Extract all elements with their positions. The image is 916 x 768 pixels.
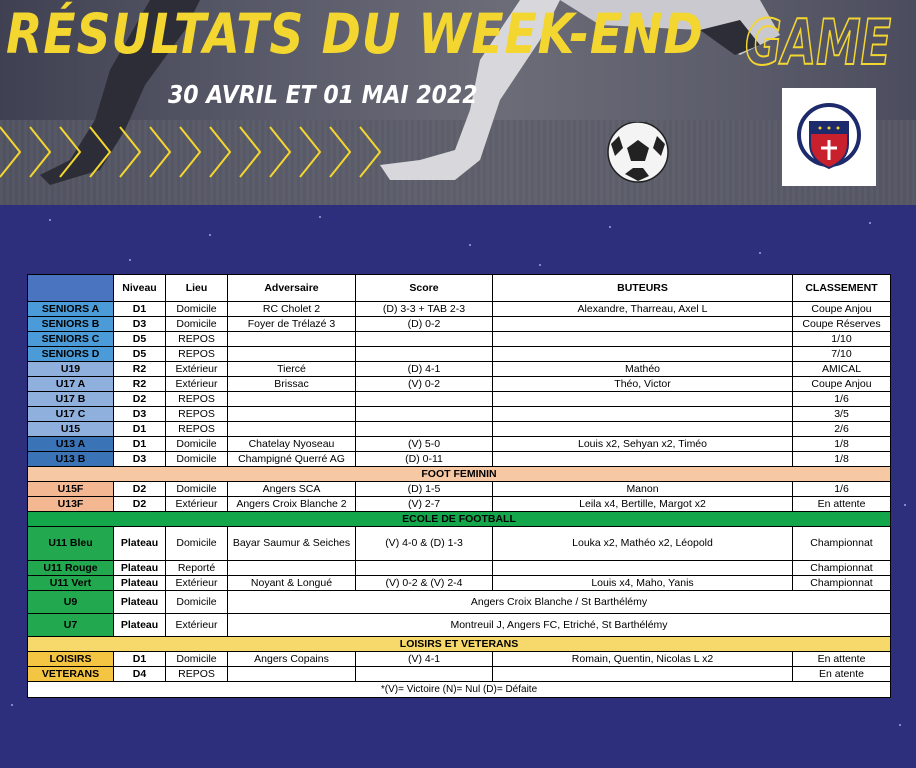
cell-buteurs: Romain, Quentin, Nicolas L x2 [493, 652, 793, 667]
cell-classement: 1/10 [793, 332, 891, 347]
footnote-row [28, 682, 891, 698]
cell-lieu: Reporté [166, 561, 228, 576]
cell-score: (D) 3-3 + TAB 2-3 [356, 302, 493, 317]
header-classement: CLASSEMENT [793, 275, 891, 302]
cell-team: U13 B [28, 452, 114, 467]
table-row [28, 576, 891, 591]
header-corner [28, 275, 114, 302]
table-row [28, 377, 891, 392]
cell-buteurs [493, 317, 793, 332]
cell-team: U17 A [28, 377, 114, 392]
cell-adversaire: Chatelay Nyoseau [228, 437, 356, 452]
header-lieu: Lieu [166, 275, 228, 302]
table-row [28, 527, 891, 561]
cell-team: U19 [28, 362, 114, 377]
header-niveau: Niveau [114, 275, 166, 302]
table-row [28, 497, 891, 512]
cell-lieu: Domicile [166, 482, 228, 497]
cell-merged-opponents: Montreuil J, Angers FC, Etriché, St Barthélémy [228, 614, 891, 637]
cell-lieu: Extérieur [166, 362, 228, 377]
cell-team: SENIORS A [28, 302, 114, 317]
cell-adversaire [228, 561, 356, 576]
cell-niveau: D1 [114, 437, 166, 452]
table-row [28, 362, 891, 377]
cell-niveau: Plateau [114, 614, 166, 637]
cell-adversaire [228, 422, 356, 437]
cell-classement: 1/8 [793, 452, 891, 467]
section-title: ECOLE DE FOOTBALL [28, 512, 891, 527]
header-banner [0, 0, 916, 205]
cell-adversaire: Bayar Saumur & Seiches [228, 527, 356, 561]
cell-team: U9 [28, 591, 114, 614]
cell-lieu: Extérieur [166, 377, 228, 392]
cell-buteurs: Louis x4, Maho, Yanis [493, 576, 793, 591]
cell-classement: 2/6 [793, 422, 891, 437]
cell-lieu: Domicile [166, 527, 228, 561]
cell-score [356, 407, 493, 422]
cell-score: (V) 5-0 [356, 437, 493, 452]
cell-lieu: Domicile [166, 317, 228, 332]
section-title: LOISIRS ET VETERANS [28, 637, 891, 652]
cell-team: VETERANS [28, 667, 114, 682]
cell-buteurs: Théo, Victor [493, 377, 793, 392]
cell-score [356, 332, 493, 347]
cell-classement: Championnat [793, 527, 891, 561]
cell-buteurs: Louka x2, Mathéo x2, Léopold [493, 527, 793, 561]
cell-niveau: D2 [114, 392, 166, 407]
cell-niveau: Plateau [114, 576, 166, 591]
cell-score: (V) 4-1 [356, 652, 493, 667]
cell-team: SENIORS D [28, 347, 114, 362]
cell-score: (V) 0-2 [356, 377, 493, 392]
chevron-arrows-decoration [0, 122, 400, 182]
soccer-ball-icon [603, 122, 673, 186]
cell-score: (D) 1-5 [356, 482, 493, 497]
cell-classement: En atente [793, 667, 891, 682]
cell-buteurs [493, 422, 793, 437]
cell-classement: 1/6 [793, 482, 891, 497]
cell-score [356, 667, 493, 682]
cell-merged-opponents: Angers Croix Blanche / St Barthélémy [228, 591, 891, 614]
cell-adversaire: Tiercé [228, 362, 356, 377]
cell-niveau: R2 [114, 362, 166, 377]
cell-score: (D) 4-1 [356, 362, 493, 377]
cell-team: SENIORS B [28, 317, 114, 332]
cell-team: U15F [28, 482, 114, 497]
cell-adversaire [228, 392, 356, 407]
table-row [28, 591, 891, 614]
cell-niveau: D1 [114, 652, 166, 667]
cell-niveau: D2 [114, 482, 166, 497]
cell-adversaire: Angers Copains [228, 652, 356, 667]
cell-adversaire: Brissac [228, 377, 356, 392]
table-row [28, 302, 891, 317]
cell-classement: 1/8 [793, 437, 891, 452]
cell-niveau: D5 [114, 332, 166, 347]
cell-lieu: Domicile [166, 302, 228, 317]
cell-score: (D) 0-2 [356, 317, 493, 332]
cell-team: U11 Rouge [28, 561, 114, 576]
cell-team: U11 Bleu [28, 527, 114, 561]
cell-buteurs [493, 407, 793, 422]
cell-score: (V) 2-7 [356, 497, 493, 512]
cell-adversaire: Foyer de Trélazé 3 [228, 317, 356, 332]
cell-buteurs: Alexandre, Tharreau, Axel L [493, 302, 793, 317]
header-score: Score [356, 275, 493, 302]
cell-team: LOISIRS [28, 652, 114, 667]
table-row [28, 652, 891, 667]
cell-classement: En attente [793, 497, 891, 512]
cell-niveau: D3 [114, 317, 166, 332]
header-adversaire: Adversaire [228, 275, 356, 302]
cell-adversaire [228, 347, 356, 362]
legend-footnote: *(V)= Victoire (N)= Nul (D)= Défaite [28, 682, 891, 698]
cell-niveau: D3 [114, 407, 166, 422]
cell-adversaire: Angers SCA [228, 482, 356, 497]
cell-team: U17 B [28, 392, 114, 407]
cell-niveau: D4 [114, 667, 166, 682]
cell-lieu: REPOS [166, 667, 228, 682]
cell-team: U13F [28, 497, 114, 512]
table-row [28, 422, 891, 437]
cell-classement: 3/5 [793, 407, 891, 422]
cell-buteurs [493, 347, 793, 362]
table-row [28, 437, 891, 452]
event-date: 30 AVRIL ET 01 MAI 2022 [168, 80, 478, 109]
results-table [27, 274, 891, 698]
cell-adversaire [228, 667, 356, 682]
cell-buteurs: Manon [493, 482, 793, 497]
cell-lieu: REPOS [166, 422, 228, 437]
table-row [28, 614, 891, 637]
cell-lieu: Domicile [166, 591, 228, 614]
cell-classement: En attente [793, 652, 891, 667]
cell-niveau: D3 [114, 452, 166, 467]
cell-niveau: D5 [114, 347, 166, 362]
cell-niveau: Plateau [114, 591, 166, 614]
cell-score: (D) 0-11 [356, 452, 493, 467]
cell-lieu: REPOS [166, 392, 228, 407]
cell-niveau: D1 [114, 302, 166, 317]
cell-niveau: R2 [114, 377, 166, 392]
cell-score: (V) 4-0 & (D) 1-3 [356, 527, 493, 561]
cell-score [356, 392, 493, 407]
cell-buteurs: Leila x4, Bertille, Margot x2 [493, 497, 793, 512]
section-row [28, 637, 891, 652]
table-row [28, 332, 891, 347]
section-title: FOOT FEMININ [28, 467, 891, 482]
table-row [28, 561, 891, 576]
table-row [28, 392, 891, 407]
cell-adversaire [228, 407, 356, 422]
table-row [28, 317, 891, 332]
table-row [28, 452, 891, 467]
cell-buteurs: Mathéo [493, 362, 793, 377]
cell-team: U15 [28, 422, 114, 437]
cell-niveau: Plateau [114, 561, 166, 576]
cell-team: U13 A [28, 437, 114, 452]
cell-classement: Coupe Anjou [793, 377, 891, 392]
section-row [28, 467, 891, 482]
cell-niveau: D2 [114, 497, 166, 512]
cell-buteurs [493, 667, 793, 682]
cell-team: SENIORS C [28, 332, 114, 347]
cell-adversaire: Angers Croix Blanche 2 [228, 497, 356, 512]
table-header-row [28, 275, 891, 302]
cell-classement: AMICAL [793, 362, 891, 377]
cell-adversaire: RC Cholet 2 [228, 302, 356, 317]
cell-buteurs [493, 332, 793, 347]
page-title: RÉSULTATS DU WEEK-END [6, 2, 704, 66]
cell-adversaire: Champigné Querré AG [228, 452, 356, 467]
cell-classement: 1/6 [793, 392, 891, 407]
cell-lieu: Extérieur [166, 576, 228, 591]
cell-buteurs [493, 561, 793, 576]
cell-lieu: REPOS [166, 332, 228, 347]
cell-lieu: Extérieur [166, 614, 228, 637]
cell-classement: Championnat [793, 561, 891, 576]
cell-score [356, 561, 493, 576]
cell-classement: Championnat [793, 576, 891, 591]
cell-lieu: REPOS [166, 407, 228, 422]
cell-buteurs [493, 392, 793, 407]
header-buteurs: BUTEURS [493, 275, 793, 302]
cell-team: U7 [28, 614, 114, 637]
cell-buteurs [493, 452, 793, 467]
club-logo [782, 88, 876, 186]
cell-lieu: Domicile [166, 652, 228, 667]
cell-adversaire: Noyant & Longué [228, 576, 356, 591]
cell-adversaire [228, 332, 356, 347]
cell-classement: Coupe Réserves [793, 317, 891, 332]
cell-team: U17 C [28, 407, 114, 422]
cell-niveau: Plateau [114, 527, 166, 561]
cell-lieu: Domicile [166, 452, 228, 467]
table-row [28, 347, 891, 362]
game-word-decoration: GAME [745, 6, 892, 79]
cell-team: U11 Vert [28, 576, 114, 591]
cell-score: (V) 0-2 & (V) 2-4 [356, 576, 493, 591]
cell-score [356, 347, 493, 362]
cell-niveau: D1 [114, 422, 166, 437]
cell-lieu: Extérieur [166, 497, 228, 512]
cell-lieu: REPOS [166, 347, 228, 362]
table-row [28, 482, 891, 497]
cell-buteurs: Louis x2, Sehyan x2, Timéo [493, 437, 793, 452]
cell-classement: 7/10 [793, 347, 891, 362]
table-row [28, 667, 891, 682]
section-row [28, 512, 891, 527]
cell-lieu: Domicile [166, 437, 228, 452]
cell-classement: Coupe Anjou [793, 302, 891, 317]
cell-score [356, 422, 493, 437]
table-row [28, 407, 891, 422]
